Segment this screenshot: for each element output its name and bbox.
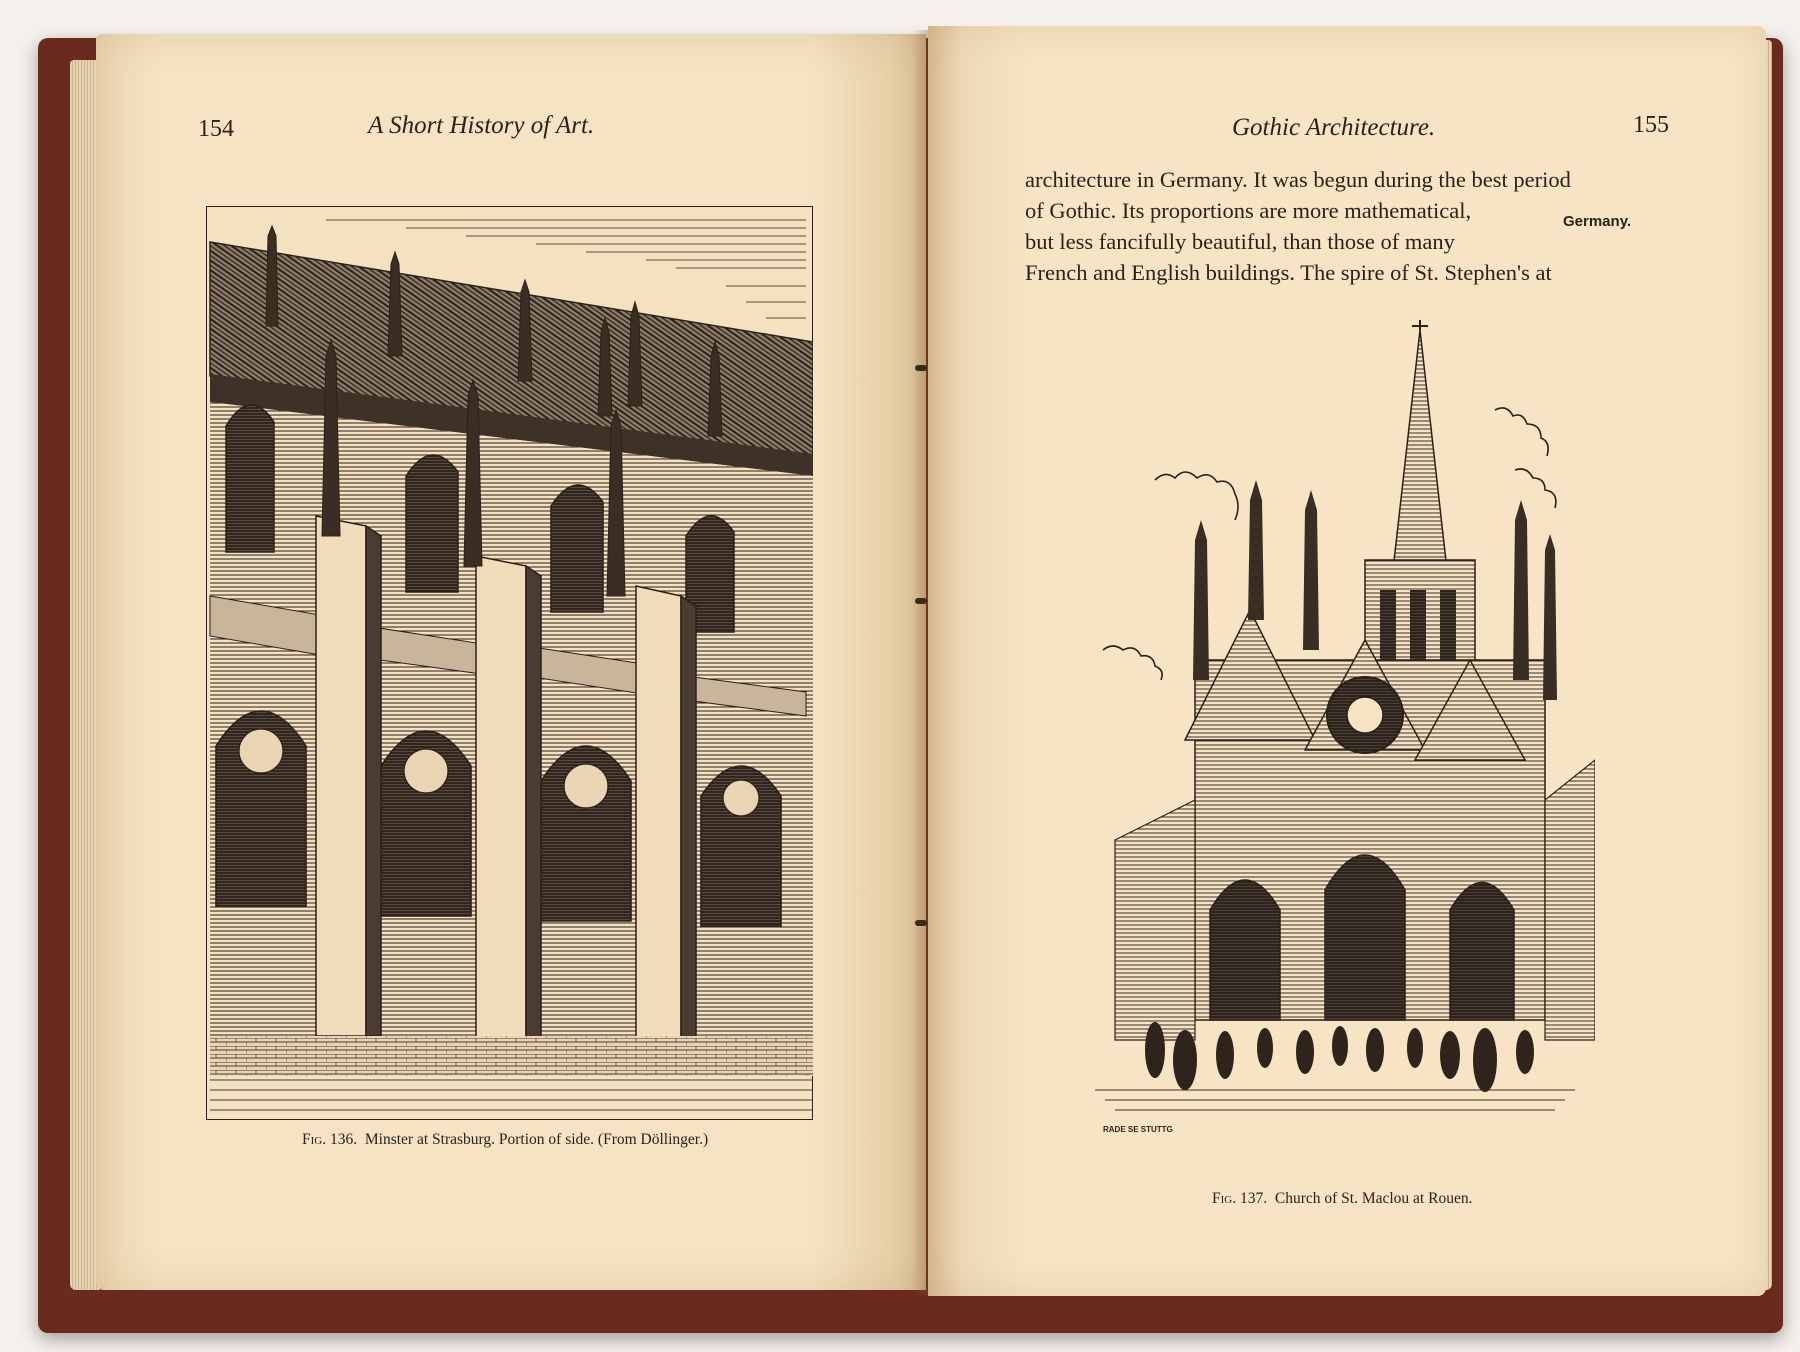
left-running-head: A Short History of Art. [368,112,595,139]
right-running-head: Gothic Architecture. [1232,114,1436,141]
margin-note: Germany. [1563,213,1632,230]
figure-136-caption-text: Minster at Strasburg. Portion of side. (From Döllinger.) [364,1131,709,1148]
binding-stitch [915,365,927,371]
figure-136-caption [302,1131,708,1149]
figure-137-engraving [1075,320,1595,1180]
figure-136-label: Fig. 136. [302,1131,358,1148]
right-page-number: 155 [1633,112,1669,138]
body-line: of Gothic. Its proportions are more mathematical, [1025,198,1472,223]
binding-stitch [915,598,927,604]
figure-137-label: Fig. 137. [1212,1190,1268,1207]
figure-137-caption-text: Church of St. Maclou at Rouen. [1274,1190,1473,1207]
body-line: French and English buildings. The spire of St. Stephen's at [1025,260,1552,285]
body-line: but less fancifully beautiful, than those of many [1025,229,1455,254]
binding-stitch [915,920,927,926]
figure-137-caption [1212,1190,1472,1208]
figure-136-engraving [206,206,813,1120]
engraver-signature: RADE SE STUTTG [1103,1125,1173,1134]
body-line: architecture in Germany. It was begun during the best period [1025,167,1571,192]
left-page-number: 154 [198,116,234,142]
